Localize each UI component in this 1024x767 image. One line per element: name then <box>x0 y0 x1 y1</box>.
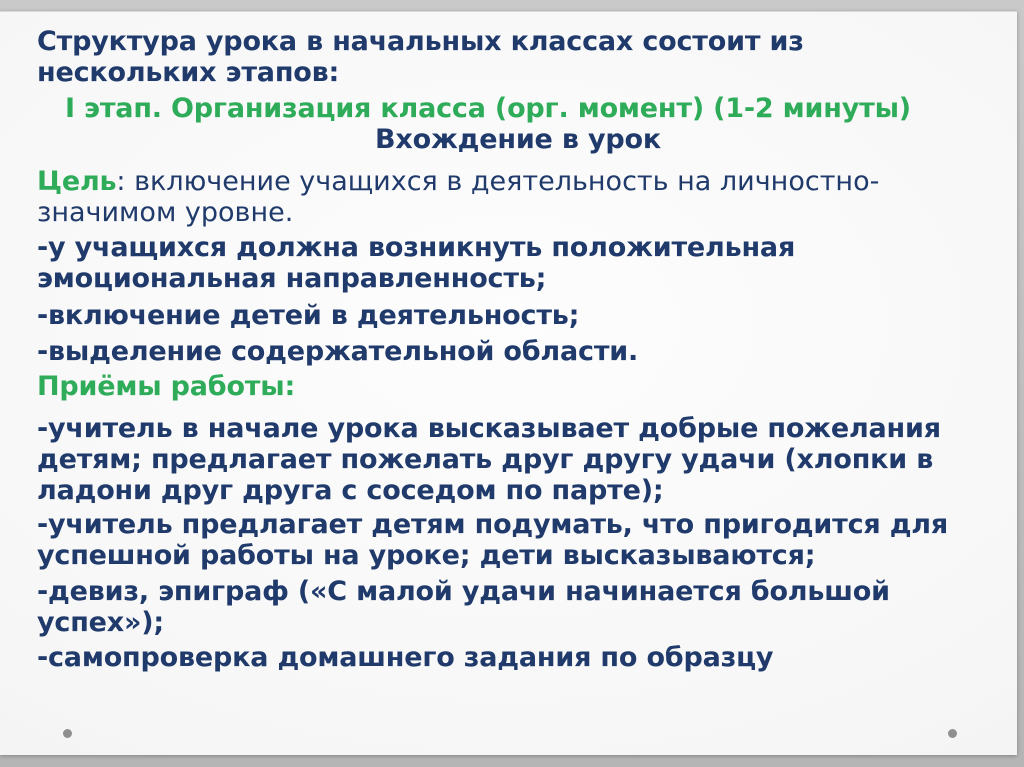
text-segment-navy: -самопроверка домашнего задания по образцу <box>37 642 774 673</box>
text-line <box>37 300 999 331</box>
text-segment-navy: успешной работы на уроке; дети высказываются; <box>37 540 816 571</box>
text-segment-navy: нескольких этапов: <box>37 57 340 88</box>
text-line <box>37 57 999 88</box>
text-line <box>37 336 999 367</box>
text-line <box>37 413 999 444</box>
text-line <box>37 475 999 506</box>
paragraph-methods <box>37 371 999 402</box>
slide-footer-dot-left <box>63 729 72 738</box>
text-segment-navy: -выделение содержательной области. <box>37 336 639 367</box>
text-segment-navy: эмоциональная направленность; <box>37 263 547 294</box>
text-line <box>37 607 999 638</box>
slide-footer-dot-right <box>948 729 957 738</box>
text-segment-navy: -учитель в начале урока высказывает добрые пожелания <box>37 413 941 444</box>
text-segment-navy: детям; предлагает пожелать друг другу удачи (хлопки в <box>37 444 934 475</box>
text-segment-navy: ладони друг друга с соседом по парте); <box>37 475 664 506</box>
paragraph-m2 <box>37 509 999 571</box>
paragraph-m3 <box>37 576 999 638</box>
text-line <box>37 540 999 571</box>
paragraph-m4 <box>37 642 999 673</box>
text-segment-green: Приёмы работы: <box>37 371 296 402</box>
text-segment-navy: Вхождение в урок <box>375 124 661 155</box>
text-segment-navy: -включение детей в деятельность; <box>37 300 580 331</box>
paragraph-m1 <box>37 413 999 506</box>
text-segment-green: I этап. Организация класса (орг. момент) (1-2 минуты) <box>65 93 911 124</box>
text-line <box>37 166 999 197</box>
text-line <box>37 124 999 155</box>
text-segment-navy: -учитель предлагает детям подумать, что пригодится для <box>37 509 949 540</box>
text-line <box>37 371 999 402</box>
text-segment-green: Цель <box>37 166 117 197</box>
text-line <box>37 642 999 673</box>
text-line <box>37 444 999 475</box>
text-segment-navy: : включение учащихся в деятельность на личностно- <box>116 166 880 197</box>
paragraph-stage <box>37 93 999 124</box>
paragraph-title <box>37 26 999 88</box>
text-line <box>37 197 999 228</box>
text-segment-navy: -девиз, эпиграф («С малой удачи начинается большой <box>37 576 890 607</box>
text-line <box>65 93 999 124</box>
slide <box>0 11 1017 755</box>
text-segment-navy: значимом уровне. <box>37 197 294 228</box>
paragraph-goal <box>37 166 999 228</box>
text-segment-navy: успех»); <box>37 607 164 638</box>
text-line <box>37 232 999 263</box>
slide-text-block <box>37 26 999 673</box>
text-line <box>37 509 999 540</box>
paragraph-b1 <box>37 232 999 294</box>
paragraph-b2 <box>37 300 999 331</box>
text-line <box>37 26 999 57</box>
text-line <box>37 263 999 294</box>
text-segment-navy: Структура урока в начальных классах состоит из <box>37 26 804 57</box>
paragraph-b3 <box>37 336 999 367</box>
text-line <box>37 576 999 607</box>
paragraph-subtitle <box>37 124 999 155</box>
text-segment-navy: -у учащихся должна возникнуть положительная <box>37 232 796 263</box>
